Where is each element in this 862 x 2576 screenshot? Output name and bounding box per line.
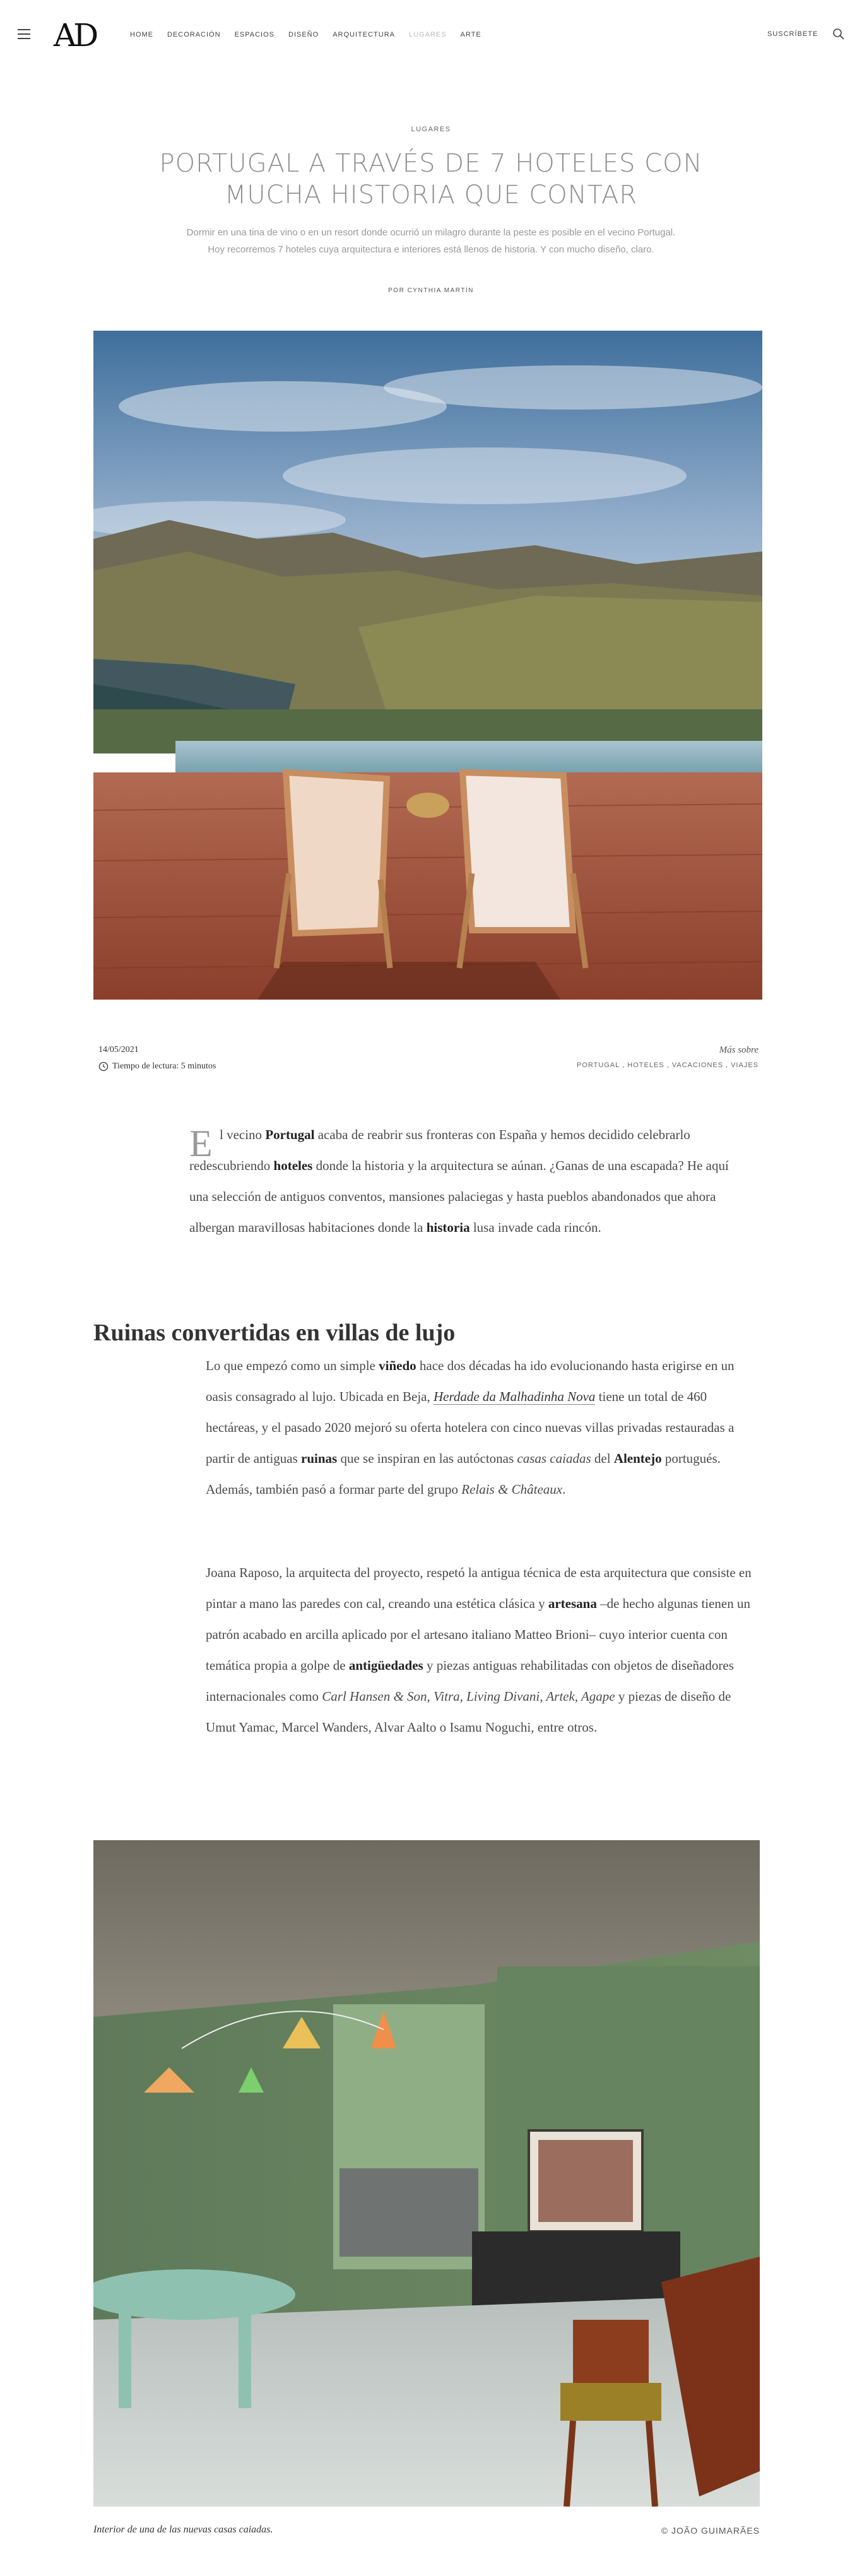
image-caption: Interior de una de las nuevas casas caiadas. xyxy=(93,2524,273,2535)
lead-paragraph: l vecino Portugal acaba de reabrir sus fronteras con España y hemos decidido celebrarlo redescubriendo hoteles donde la historia y la arquitectura se aúnan. ¿Ganas de una escapada? He aquí una selección de antiguos conventos, mansiones palaciegas y hasta pueblos abandonados que ahora albergan maravillosas habitaciones donde la historia lusa invade cada rincón. xyxy=(189,1127,729,1235)
nav-lugares[interactable]: LUGARES xyxy=(408,31,447,38)
site-logo[interactable]: AD xyxy=(54,17,96,54)
menu-icon[interactable] xyxy=(18,29,30,39)
nav-decoracion[interactable]: DECORACIÓN xyxy=(167,31,221,38)
image-credit: © JOÃO GUIMARÃES xyxy=(661,2526,760,2536)
search-icon[interactable] xyxy=(832,28,845,40)
reading-time xyxy=(98,1061,216,1072)
publish-date: 14/05/2021 xyxy=(98,1045,139,1055)
tag-viajes[interactable]: VIAJES xyxy=(731,1061,759,1069)
bold-historia: historia xyxy=(426,1220,470,1235)
drop-cap: E xyxy=(189,1123,213,1164)
nav-diseno[interactable]: DISEÑO xyxy=(288,31,319,38)
tag-vacaciones[interactable]: VACACIONES xyxy=(671,1061,724,1069)
more-about-label: Más sobre xyxy=(719,1045,759,1055)
nav-espacios[interactable]: ESPACIOS xyxy=(234,31,275,38)
main-nav xyxy=(130,30,495,39)
body-paragraph-2: Joana Raposo, la arquitecta del proyecto, respetó la antigua técnica de esta arquitectura que consiste en pintar a mano las paredes con cal, creando una estética clásica y artesana –de hecho algunas tienen un patrón acabado en arcilla aplicado por el artesano italiano Matteo Brioni– cuyo interior cuenta con temática propia a golpe de antigüedades y piezas antiguas rehabilitadas con objetos de diseñadores internacionales como Carl Hansen & Son, Vitra, Living Divani, Artek, Agape y piezas de diseño de Umut Yamac, Marcel Wanders, Alvar Aalto o Isamu Noguchi, entre otros. xyxy=(206,1565,752,1735)
article-dek: Dormir en una tina de vino o en un resort donde ocurrió un milagro durante la peste es posible en el vecino Portugal. Hoy recorremos 7 hoteles cuya arquitectura e interiores está llenos de historia. Y con mucho diseño, claro. xyxy=(186,227,676,255)
nav-home[interactable]: HOME xyxy=(130,31,153,38)
hero-image xyxy=(93,331,762,1000)
body-paragraph-1: Lo que empezó como un simple viñedo hace dos décadas ha ido evolucionando hasta erigirse en un oasis consagrado al lujo. Ubicada en Beja, Herdade da Malhadinha Nova tiene un total de 460 hectáreas, y el pasado 2020 mejoró su oferta hotelera con cinco nuevas villas privadas restauradas a partir de antiguas ruinas que se inspiran en las autóctonas casas caiadas del Alentejo portugués. Además, también pasó a formar parte del grupo Relais & Châteaux. xyxy=(206,1358,735,1497)
nav-arte[interactable]: ARTE xyxy=(460,31,481,38)
clock-icon xyxy=(98,1061,109,1072)
site-header xyxy=(0,0,862,69)
interior-image xyxy=(93,1840,760,2507)
tag-list: PORTUGAL , HOTELES , VACACIONES , VIAJES xyxy=(576,1061,759,1069)
tag-hoteles[interactable]: HOTELES xyxy=(627,1061,664,1069)
tag-portugal[interactable]: PORTUGAL xyxy=(576,1061,620,1069)
link-herdade[interactable]: Herdade da Malhadinha Nova xyxy=(433,1389,596,1404)
section-title: Ruinas convertidas en villas de lujo xyxy=(93,1320,456,1346)
article-byline[interactable]: POR CYNTHIA MARTÍN xyxy=(388,287,474,294)
reading-time-label: Tiempo de lectura: 5 minutos xyxy=(112,1061,216,1071)
bold-portugal: Portugal xyxy=(265,1127,315,1142)
article-title: PORTUGAL A TRAVÉS DE 7 HOTELES CON MUCHA HISTORIA QUE CONTAR xyxy=(159,149,703,210)
bold-hoteles: hoteles xyxy=(273,1158,313,1173)
subscribe-link[interactable]: SUSCRÍBETE xyxy=(767,30,818,38)
article-category[interactable]: LUGARES xyxy=(411,126,451,133)
nav-arquitectura[interactable]: ARQUITECTURA xyxy=(333,31,395,38)
